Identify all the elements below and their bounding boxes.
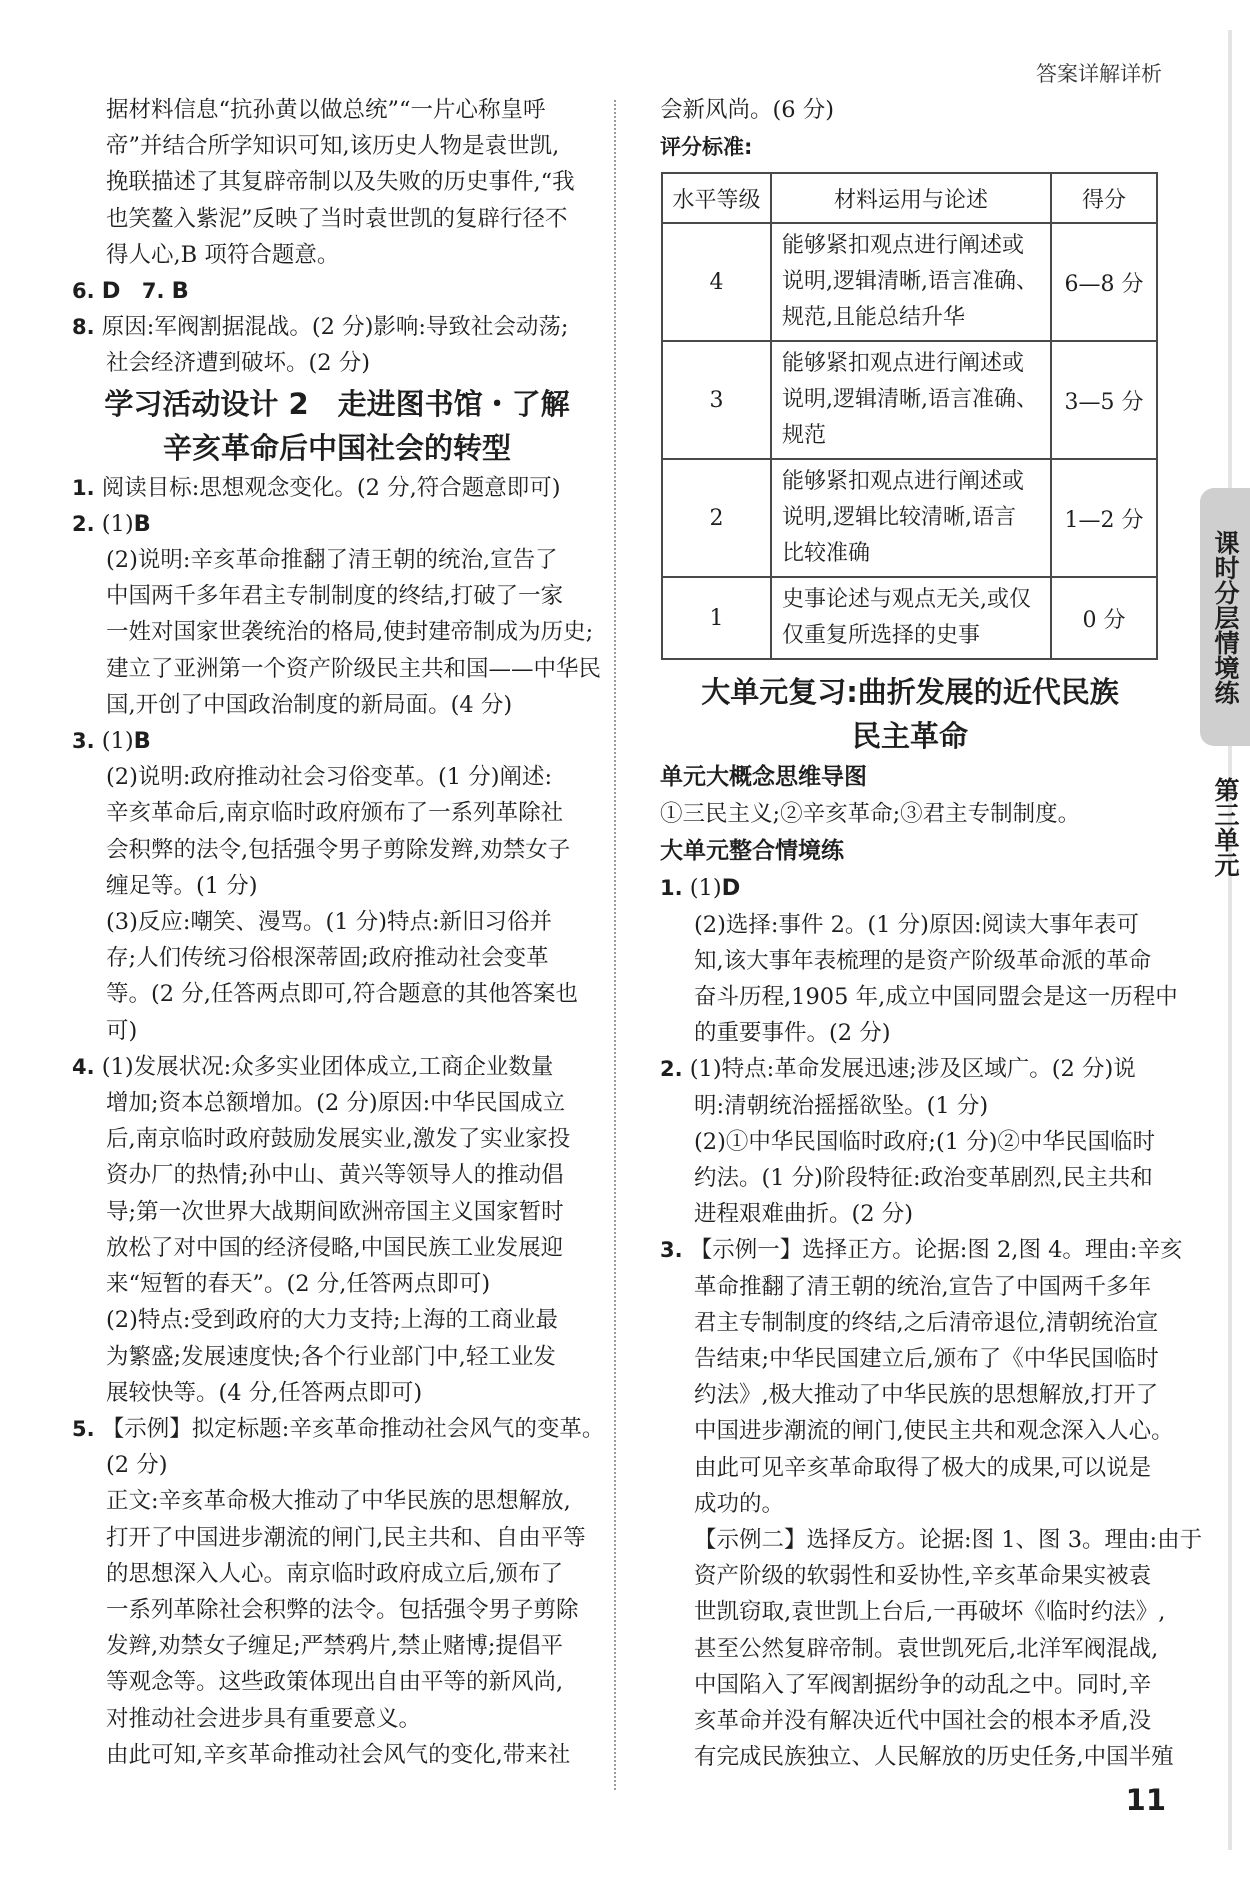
level-cell: 2 — [662, 459, 771, 577]
answer-text: 世凯窃取,袁世凯上台后,一再破坏《临时约法》, — [694, 1599, 1166, 1626]
table-header-row — [662, 173, 1157, 223]
level-cell: 1 — [662, 577, 771, 659]
desc-line: 能够紧扣观点进行阐述或 — [782, 233, 1025, 259]
question-number: 2. — [660, 1057, 683, 1082]
r-q3-line — [660, 1232, 1183, 1268]
intro-line: 据材料信息“抗孙黄以做总统”“一片心称皇呼 — [106, 97, 546, 123]
answer-text: 存;人们传统习俗根深蒂固;政府推动社会变革 — [106, 945, 549, 972]
answer-text: 由此可见辛亥革命取得了极大的成果,可以说是 — [694, 1454, 1152, 1481]
page-number: 11 — [1125, 1783, 1166, 1817]
page-edge-shadow — [1228, 30, 1232, 1850]
table-header: 水平等级 — [662, 173, 771, 223]
q8-line — [72, 309, 602, 345]
answer-text: 甚至公然复辟帝制。袁世凯死后,北洋军阀混战, — [694, 1635, 1159, 1662]
score-cell: 0 分 — [1051, 577, 1157, 659]
q4-line — [72, 1049, 602, 1085]
section-title: 辛亥革命后中国社会的转型 — [162, 430, 511, 465]
r-q2-line — [660, 1051, 1160, 1087]
score-cell: 3—5 分 — [1051, 341, 1157, 459]
answer-text: 社会经济遭到破坏。(2 分) — [106, 350, 371, 377]
answer-text: 等观念等。这些政策体现出自由平等的新风尚, — [106, 1669, 564, 1696]
table-header: 材料运用与论述 — [771, 173, 1051, 223]
desc-line: 说明,逻辑清晰,语言准确、 — [782, 269, 1038, 295]
intro-line: 挽联描述了其复辟帝制以及失败的历史事件,“我 — [106, 169, 575, 196]
section-title: 大单元复习:曲折发展的近代民族 — [701, 675, 1119, 710]
side-tab-label: 课时分层情境练 — [1200, 488, 1250, 746]
score-cell: 1—2 分 — [1051, 459, 1157, 577]
answer-letter: B — [133, 510, 151, 537]
desc-line: 史事论述与观点无关,或仅 — [782, 587, 1031, 613]
answer-text: 约法。(1 分)阶段特征:政治变革剧烈,民主共和 — [694, 1165, 1153, 1192]
left-column — [72, 92, 605, 1773]
side-unit-label: 第三单元 — [1211, 777, 1240, 877]
practice-title: 大单元整合情境练 — [660, 838, 844, 865]
answer-text: 导;第一次世界大战期间欧洲帝国主义国家暂时 — [106, 1198, 564, 1225]
answer-letter: D — [721, 875, 741, 902]
answer-text: 中国陷入了军阀割据纷争的动乱之中。同时,辛 — [694, 1671, 1152, 1698]
answer-text: 增加;资本总额增加。(2 分)原因:中华民国成立 — [106, 1090, 566, 1117]
answer-text: 正文:辛亥革命极大推动了中华民族的思想解放, — [106, 1488, 571, 1515]
q3-line — [72, 723, 602, 759]
part-prefix: (1) — [101, 728, 134, 755]
answer-text: 明:清朝统治摇摇欲坠。(1 分) — [694, 1092, 989, 1119]
answer-text: (3)反应:嘲笑、漫骂。(1 分)特点:新旧习俗并 — [106, 909, 553, 936]
answer-text: 后,南京临时政府鼓励发展实业,激发了实业家投 — [106, 1126, 571, 1153]
answer-text: 资办厂的热情;孙中山、黄兴等领导人的推动倡 — [106, 1162, 564, 1189]
q1-line — [72, 470, 602, 506]
answer-text: 一系列革除社会积弊的法令。包括强令男子剪除 — [106, 1596, 579, 1623]
answer-text: 君主专制制度的终结,之后清帝退位,清朝统治宣 — [694, 1309, 1159, 1336]
section-title: 民主革命 — [851, 719, 968, 754]
desc-line: 仅重复所选择的史事 — [782, 623, 981, 649]
answer-text: (2)特点:受到政府的大力支持;上海的工商业最 — [106, 1307, 559, 1334]
answer-text: 资产阶级的软弱性和妥协性,辛亥革命果实被袁 — [694, 1563, 1152, 1590]
table-row — [662, 459, 1157, 577]
question-number: 8. — [72, 315, 95, 340]
answer-text: (1)特点:革命发展迅速;涉及区域广。(2 分)说 — [689, 1056, 1136, 1083]
desc-line: 规范 — [782, 423, 827, 449]
answer-text: (2)说明:政府推动社会习俗变革。(1 分)阐述: — [106, 764, 553, 791]
answer-text: 辛亥革命后,南京临时政府颁布了一系列革除社 — [106, 800, 564, 827]
desc-cell — [771, 459, 1051, 577]
question-number: 3. — [660, 1238, 683, 1263]
question-number: 2. — [72, 511, 95, 536]
page-header: 答案详解详析 — [1036, 62, 1162, 86]
part-prefix: (1) — [101, 510, 134, 537]
right-column — [660, 92, 1203, 1775]
question-number: 1. — [72, 475, 95, 500]
continued-text: 会新风尚。(6 分) — [660, 97, 835, 123]
answer-text: 【示例二】选择反方。论据:图 1、图 3。理由:由于 — [694, 1527, 1203, 1554]
intro-line: 帝”并结合所学知识可知,该历史人物是袁世凯, — [106, 133, 560, 160]
answer-text: 进程艰难曲折。(2 分) — [694, 1201, 914, 1228]
answer-text: 奋斗历程,1905 年,成立中国同盟会是这一历程中 — [694, 984, 1178, 1011]
desc-line: 规范,且能总结升华 — [782, 305, 965, 331]
answer-text: 的思想深入人心。南京临时政府成立后,颁布了 — [106, 1560, 564, 1587]
answer-letter: B — [133, 728, 151, 755]
answer-text: 展较快等。(4 分,任答两点即可) — [106, 1379, 423, 1406]
question-number: 4. — [72, 1054, 95, 1079]
level-cell: 4 — [662, 223, 771, 341]
answer-text: 打开了中国进步潮流的闸门,民主共和、自由平等 — [106, 1524, 586, 1551]
answer-text: 来“短暂的春天”。(2 分,任答两点即可) — [106, 1271, 491, 1298]
answer-text: 建立了亚洲第一个资产阶级民主共和国——中华民 — [106, 655, 602, 682]
desc-line: 比较准确 — [782, 541, 871, 567]
answer-text: 的重要事件。(2 分) — [694, 1020, 891, 1047]
level-cell: 3 — [662, 341, 771, 459]
answer-text: (2)说明:辛亥革命推翻了清王朝的统治,宣告了 — [106, 547, 558, 574]
answer-text: (2)选择:事件 2。(1 分)原因:阅读大事年表可 — [694, 911, 1140, 938]
answer-text: 有完成民族独立、人民解放的历史任务,中国半殖 — [694, 1744, 1174, 1771]
score-table — [661, 172, 1158, 660]
answer-text: 会积弊的法令,包括强令男子剪除发辫,劝禁女子 — [106, 836, 571, 863]
desc-cell — [771, 577, 1051, 659]
score-criteria-label: 评分标准: — [660, 135, 753, 160]
answer-text: 中国两千多年君主专制制度的终结,打破了一家 — [106, 583, 564, 610]
answer-text: 阅读目标:思想观念变化。(2 分,符合题意即可) — [101, 474, 561, 501]
desc-line: 说明,逻辑清晰,语言准确、 — [782, 387, 1038, 413]
desc-cell — [771, 341, 1051, 459]
question-number: 6. — [72, 279, 95, 304]
answer-text: 【示例一】选择正方。论据:图 2,图 4。理由:辛亥 — [689, 1237, 1183, 1264]
answer-text: 原因:军阀割据混战。(2 分)影响:导致社会动荡; — [101, 314, 569, 341]
answer-text: 放松了对中国的经济侵略,中国民族工业发展迎 — [106, 1234, 564, 1261]
answer-text: 革命推翻了清王朝的统治,宣告了中国两千多年 — [694, 1273, 1152, 1300]
answer-letter: B — [171, 278, 189, 305]
answer-text: 一姓对国家世袭统治的格局,使封建帝制成为历史; — [106, 619, 594, 646]
table-row — [662, 577, 1157, 659]
answer-text: 为繁盛;发展速度快;各个行业部门中,轻工业发 — [106, 1343, 556, 1370]
desc-cell — [771, 223, 1051, 341]
question-number: 5. — [72, 1416, 95, 1441]
answer-text: 国,开创了中国政治制度的新局面。(4 分) — [106, 691, 513, 718]
answer-text: 知,该大事年表梳理的是资产阶级革命派的革命 — [694, 947, 1152, 974]
answer-text: 发辫,劝禁女子缠足;严禁鸦片,禁止赌博;提倡平 — [106, 1633, 563, 1660]
table-row — [662, 341, 1157, 459]
question-number: 1. — [660, 876, 683, 901]
intro-line: 也笑鳌入紫泥”反映了当时袁世凯的复辟行径不 — [106, 205, 568, 232]
answer-text: (1)发展状况:众多实业团体成立,工商企业数量 — [101, 1053, 554, 1080]
section-title: 学习活动设计 2 走进图书馆・了解 — [104, 386, 570, 421]
question-number: 3. — [72, 729, 95, 754]
answer-text: 中国进步潮流的闸门,使民主共和观念深入人心。 — [694, 1418, 1174, 1445]
desc-line: 能够紧扣观点进行阐述或 — [782, 351, 1025, 377]
answers-6-7 — [72, 273, 602, 309]
q5-line — [72, 1411, 605, 1447]
table-header: 得分 — [1051, 173, 1157, 223]
q2-line — [72, 506, 602, 542]
mindmap-title: 单元大概念思维导图 — [660, 764, 867, 791]
score-cell: 6—8 分 — [1051, 223, 1157, 341]
answer-text: 缠足等。(1 分) — [106, 872, 258, 899]
answer-letter: D — [101, 278, 121, 305]
answer-text: 告结束;中华民国建立后,颁布了《中华民国临时 — [694, 1346, 1159, 1373]
mindmap-text: ①三民主义;②辛亥革命;③君主专制制度。 — [660, 801, 1081, 828]
desc-line: 能够紧扣观点进行阐述或 — [782, 469, 1025, 495]
column-divider — [614, 100, 616, 1790]
answer-text: (2)①中华民国临时政府;(1 分)②中华民国临时 — [694, 1128, 1155, 1155]
desc-line: 说明,逻辑比较清晰,语言 — [782, 505, 1016, 531]
answer-text: 成功的。 — [694, 1490, 785, 1517]
r-q1-line — [660, 870, 1160, 906]
intro-line: 得人心,B 项符合题意。 — [106, 241, 340, 268]
answer-text: 【示例】拟定标题:辛亥革命推动社会风气的变革。 — [101, 1415, 605, 1442]
answer-text: 由此可知,辛亥革命推动社会风气的变化,带来社 — [106, 1741, 571, 1768]
answer-text: 对推动社会进步具有重要意义。 — [106, 1705, 422, 1732]
question-number: 7. — [141, 279, 165, 304]
answer-text: 亥革命并没有解决近代中国社会的根本矛盾,没 — [694, 1708, 1152, 1735]
answer-text: 等。(2 分,任答两点即可,符合题意的其他答案也 — [106, 981, 579, 1008]
answer-text: (2 分) — [106, 1452, 168, 1479]
answer-text: 约法》,极大推动了中华民族的思想解放,打开了 — [694, 1382, 1159, 1409]
table-row — [662, 223, 1157, 341]
part-prefix: (1) — [689, 875, 722, 902]
answer-text: 可) — [106, 1017, 138, 1044]
